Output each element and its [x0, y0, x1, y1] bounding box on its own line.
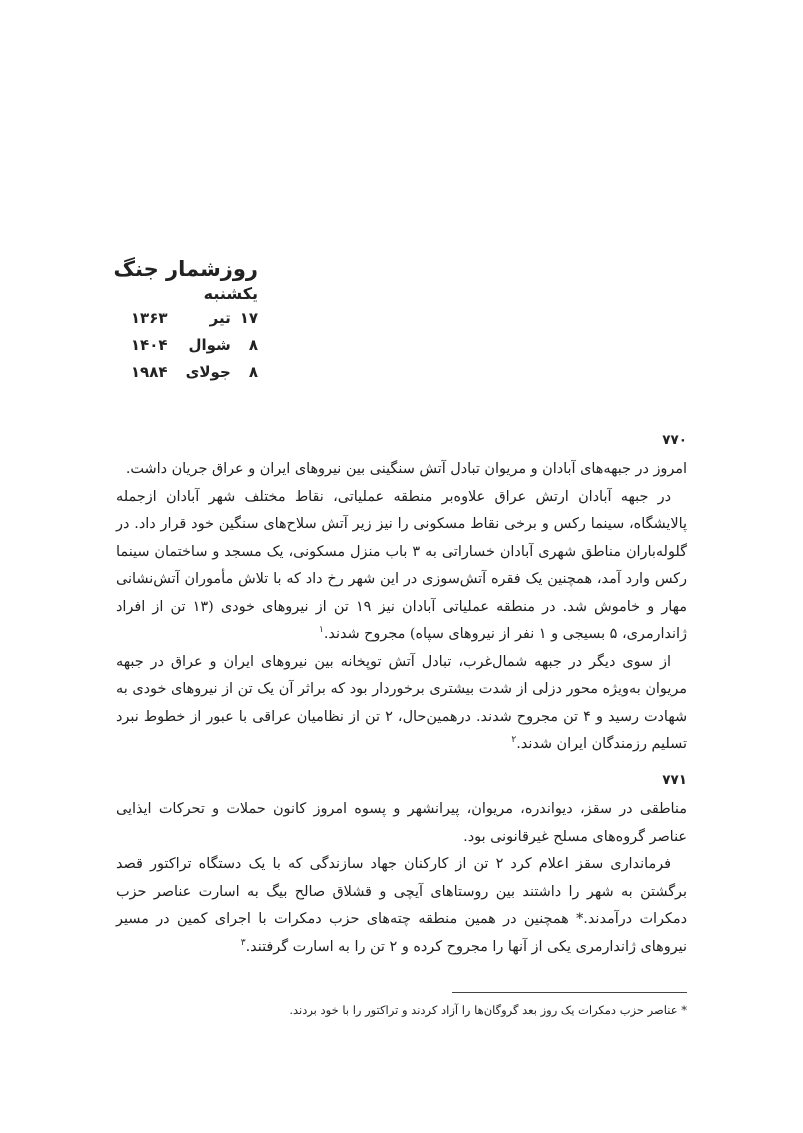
weekday-text: یکشنبه: [203, 284, 258, 303]
weekday-label: [98, 283, 258, 305]
paragraph: امروز در جبهه‌های آبادان و مریوان تبادل آتش سنگینی بین نیروهای ایران و عراق جریان داشت.: [125, 461, 687, 477]
entry-number: ۷۷۱: [662, 772, 687, 788]
paragraph: از سوی دیگر در جبهه شمال‌غرب، تبادل آتش توپخانه بین نیروهای ایران و عراق در جبهه مریوان به‌ویژه محور دزلی از شدت بیشتری برخوردار بود که براثر آن یک تن از نیروهای خودی به شهادت رسید و ۴ تن مجروح شدند. درهمین‌حال، ۲ تن از نظامیان عراقی با عبور از خطوط نبرد تسلیم رزمندگان ایران شدند.$^۲$: [116, 653, 688, 752]
date-year: ۱۹۸۴: [130, 363, 168, 381]
paragraph: مناطقی در سقز، دیواندره، مریوان، پیرانشهر و پسوه امروز کانون حملات و تحرکات ایذایی عناصر گروه‌های مسلح غیرقانونی بود.: [116, 801, 687, 845]
page-title: روزشمار جنگ: [113, 257, 258, 281]
entry-number: ۷۷۰: [662, 432, 687, 448]
date-row-gregorian: [98, 359, 258, 386]
date-month: شوال: [188, 336, 231, 354]
date-header: [98, 255, 258, 386]
date-year: ۱۴۰۴: [130, 336, 168, 354]
footnote-ref: ۱: [318, 625, 324, 636]
date-month: جولای: [185, 363, 231, 381]
date-row-solar: [98, 305, 258, 332]
date-row-lunar: [98, 332, 258, 359]
footnote: * عناصر حزب دمکرات یک روز بعد گروگان‌ها را آزاد کردند و تراکتور را با خود بردند.: [289, 1003, 687, 1017]
date-day: ۸: [248, 363, 258, 381]
entry-body: [116, 796, 687, 961]
paragraph: فرمانداری سقز اعلام کرد ۲ تن از کارکنان جهاد سازندگی که با یک دستگاه تراکتور قصد برگشتن به شهر را داشتند بین روستاهای آیچی و قشلاق صالح بیگ به اسارت عناصر حزب دمکرات درآمدند.* همچنین در همین منطقه چته‌های حزب دمکرات با اجرای کمین در مسیر نیروهای ژاندارمری یکی از آنها را مجروح کرده و ۲ تن را به اسارت گرفتند.$^۳$: [116, 856, 687, 955]
date-year: ۱۳۶۳: [130, 309, 168, 327]
footnote-ref: ۳: [240, 937, 246, 948]
date-day: ۱۷: [239, 309, 258, 327]
entry-body: [116, 456, 687, 759]
footnote-divider: [452, 992, 687, 993]
paragraph: در جبهه آبادان ارتش عراق علاوه‌بر منطقه عملیاتی، نقاط مختلف شهر آبادان ازجمله پالایشگاه، سینما رکس و برخی نقاط مسکونی را نیز زیر آتش سلاح‌های سنگین خود قرار داد. در گلوله‌باران مناطق شهری آبادان خساراتی به ۳ باب منزل مسکونی، یک مسجد و ساختمان سینما رکس وارد آمد، همچنین یک فقره آتش‌سوزی در این شهر رخ داد که با تلاش مأموران آتش‌نشانی مهار و خاموش شد. در منطقه عملیاتی آبادان نیز ۱۹ تن از نیروهای خودی (۱۳ تن از افراد ژاندارمری، ۵ بسیجی و ۱ نفر از نیروهای سپاه) مجروح شدند.$^۱$: [116, 488, 687, 642]
date-month: تیر: [209, 309, 231, 327]
date-day: ۸: [248, 336, 258, 354]
footnote-ref: ۲: [511, 735, 517, 746]
